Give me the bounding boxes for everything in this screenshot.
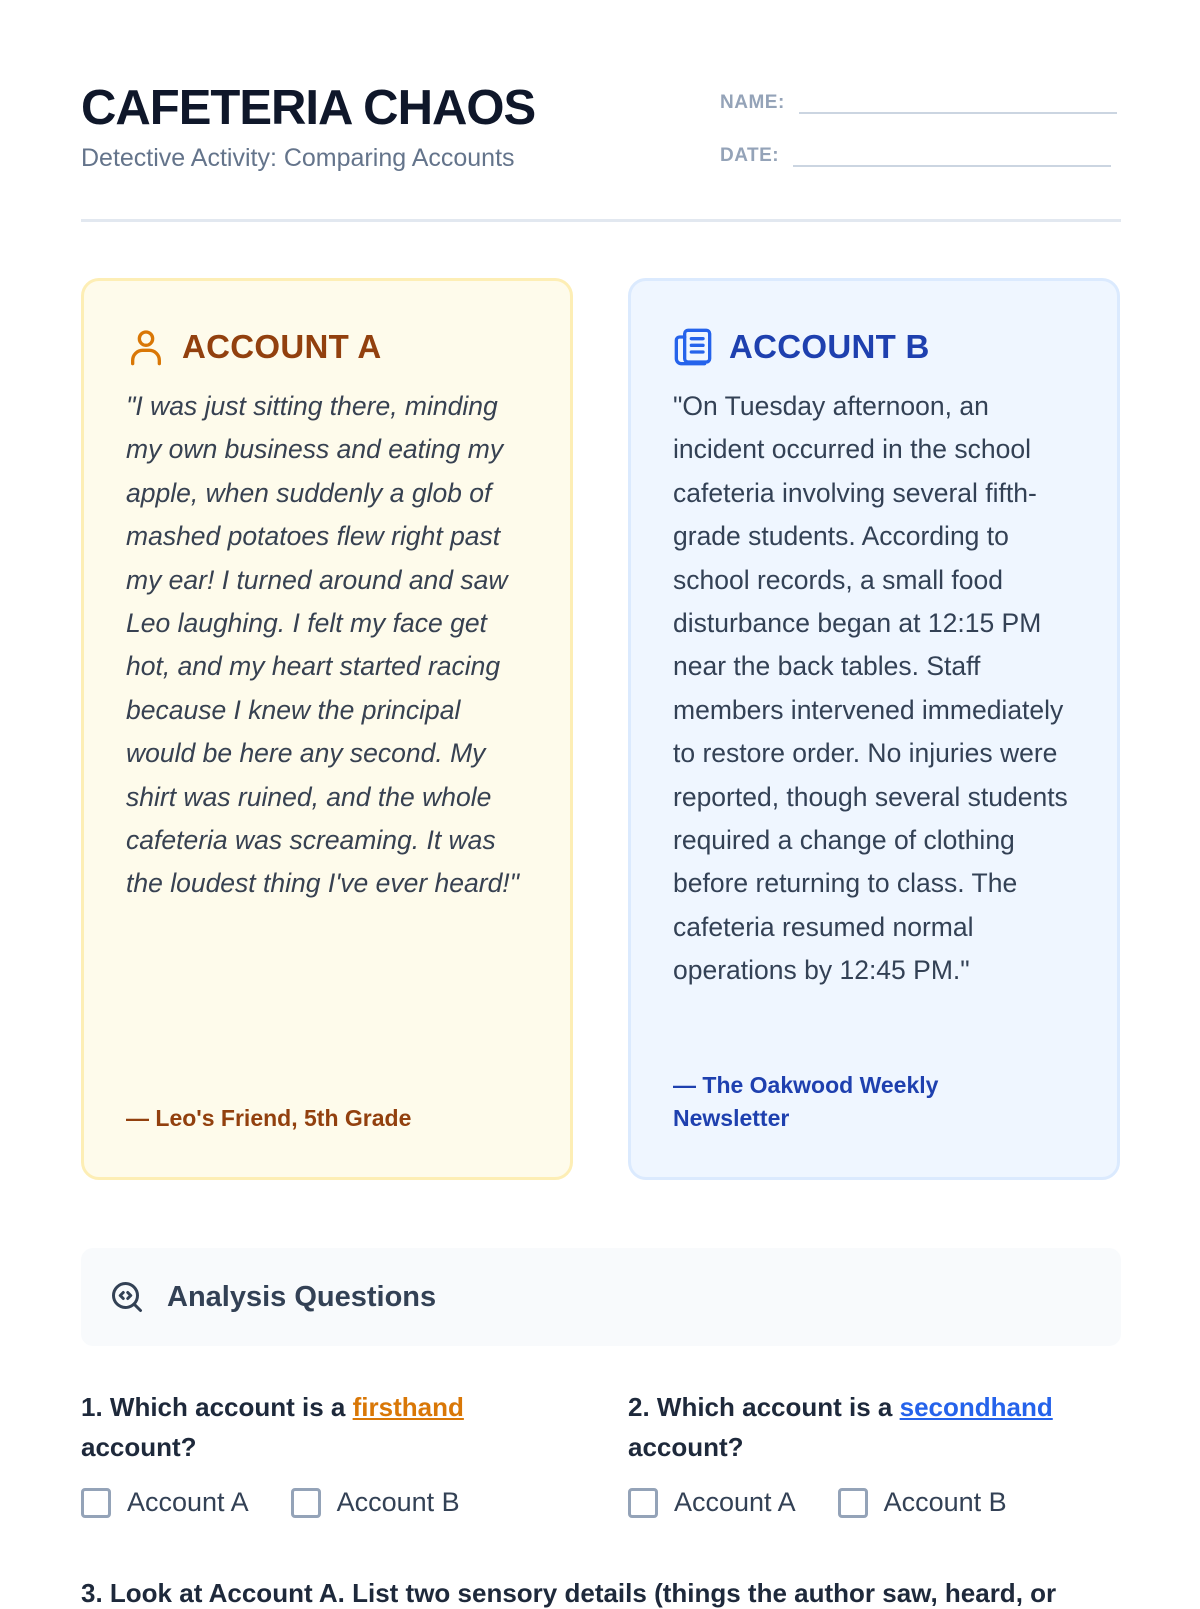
checkbox[interactable] <box>81 1488 111 1518</box>
date-label: DATE: <box>720 145 780 166</box>
account-a-card <box>81 278 573 1180</box>
page-title: CAFETERIA CHAOS <box>81 81 536 135</box>
checkbox[interactable] <box>838 1488 868 1518</box>
account-a-header <box>126 321 528 373</box>
question-2 <box>628 1387 1108 1518</box>
account-a-title: ACCOUNT A <box>182 328 382 365</box>
question-1-options <box>81 1487 561 1518</box>
date-field[interactable] <box>720 141 1111 167</box>
question-1-text <box>81 1387 561 1467</box>
option-label: Account B <box>336 1487 460 1517</box>
account-b-source: — The Oakwood Weekly Newsletter <box>673 1072 939 1131</box>
question-1-prefix: 1. Which account is a <box>81 1392 353 1422</box>
account-b-title: ACCOUNT B <box>729 328 930 365</box>
question-3-text: 3. Look at Account A. List two sensory details (things the author saw, heard, or <box>81 1578 1057 1608</box>
question-1-suffix: account? <box>81 1432 197 1462</box>
newspaper-icon <box>673 327 713 367</box>
question-2-options <box>628 1487 1108 1518</box>
q1-option-account-b[interactable] <box>291 1487 460 1518</box>
q2-option-account-b[interactable] <box>838 1487 1007 1518</box>
question-2-prefix: 2. Which account is a <box>628 1392 900 1422</box>
analysis-title: Analysis Questions <box>167 1280 437 1313</box>
keyword-firsthand: firsthand <box>352 1392 464 1422</box>
checkbox[interactable] <box>628 1488 658 1518</box>
magnifier-icon <box>109 1279 145 1315</box>
account-b-card <box>628 278 1120 1180</box>
person-icon <box>126 327 166 367</box>
question-2-suffix: account? <box>628 1432 744 1462</box>
date-input-line[interactable] <box>793 141 1111 167</box>
page-subtitle: Detective Activity: Comparing Accounts <box>81 144 515 172</box>
account-a-text: "I was just sitting there, minding my own business and eating my apple, when suddenly a glob of mashed potatoes flew right past my ear! I turned around and saw Leo laughing. I felt my face get hot, and my heart started racing because I knew the principal would be here any second. My shirt was ruined, and the whole cafeteria was screaming. It was the loudest thing I've ever heard!" <box>126 391 520 899</box>
account-a-source: — Leo's Friend, 5th Grade <box>126 1105 412 1131</box>
name-field[interactable] <box>720 88 1117 114</box>
analysis-questions-banner <box>81 1248 1121 1346</box>
name-input-line[interactable] <box>799 88 1117 114</box>
account-b-header <box>673 321 1075 373</box>
name-label: NAME: <box>720 92 785 113</box>
keyword-secondhand: secondhand <box>899 1392 1053 1422</box>
worksheet-header <box>81 80 1121 222</box>
option-label: Account B <box>883 1487 1007 1517</box>
question-1 <box>81 1387 561 1518</box>
option-label: Account A <box>674 1487 796 1517</box>
question-2-text <box>628 1387 1108 1467</box>
q2-option-account-a[interactable] <box>628 1487 796 1518</box>
account-b-text: "On Tuesday afternoon, an incident occurred in the school cafeteria involving several fifth-grade students. According to school records, a small food disturbance began at 12:15 PM near the back tables. Staff members intervened immediately to restore order. No injuries were reported, though several students required a change of clothing before returning to class. The cafeteria resumed normal operations by 12:45 PM." <box>673 391 1068 986</box>
q1-option-account-a[interactable] <box>81 1487 249 1518</box>
option-label: Account A <box>127 1487 249 1517</box>
checkbox[interactable] <box>291 1488 321 1518</box>
